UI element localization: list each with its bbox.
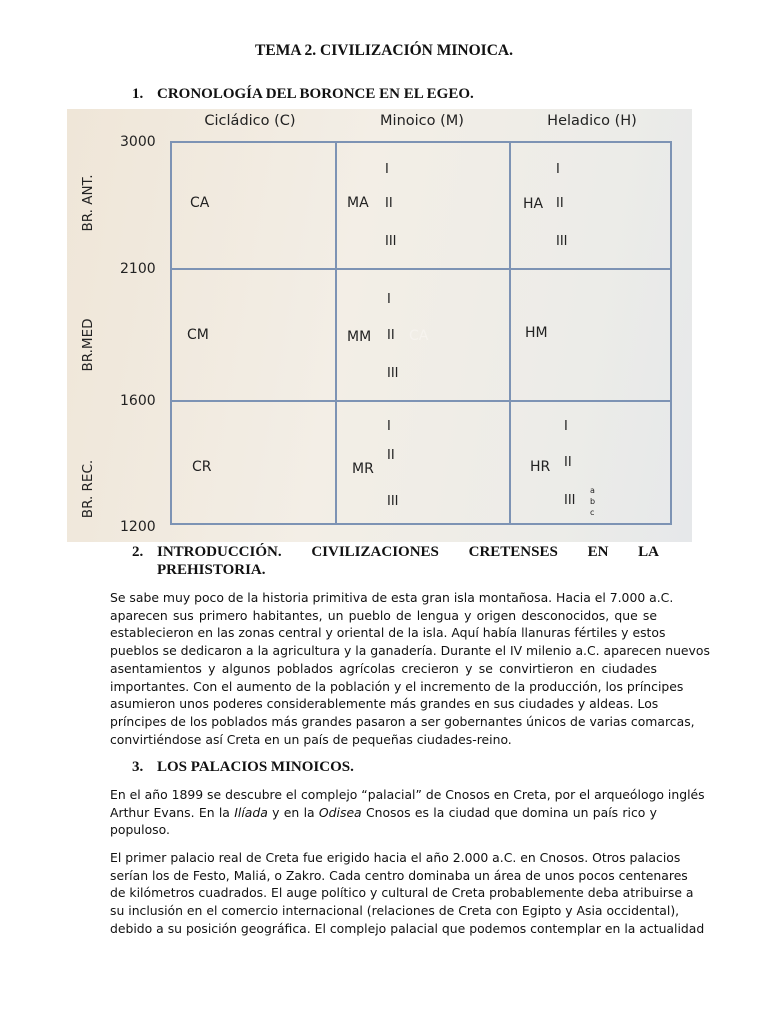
- text-line: El primer palacio real de Creta fue erigido hacia el año 2.000 a.C. en Cnosos. Otros palacios: [110, 850, 681, 865]
- cell-ca: CA: [190, 195, 210, 211]
- grid-line-2100: [170, 268, 672, 270]
- cell-cr: CR: [192, 459, 212, 475]
- column-header-heladico: Heladico (H): [547, 113, 637, 129]
- section-1-number: 1.: [132, 86, 144, 102]
- period-label-br-med: BR.MED: [80, 318, 96, 372]
- paragraph-palacios-2: [110, 849, 705, 938]
- ma-sub-iii: III: [385, 234, 397, 249]
- mr-sub-iii: III: [387, 494, 399, 509]
- period-label-br-rec: BR. REC.: [80, 459, 96, 519]
- page-title: TEMA 2. CIVILIZACIÓN MINOICA.: [255, 42, 513, 59]
- section-3-title: LOS PALACIOS MINOICOS.: [157, 759, 354, 775]
- section-2-title-line1: INTRODUCCIÓN. CIVILIZACIONES CRETENSES EN LA: [157, 544, 659, 560]
- mr-sub-i: I: [387, 419, 391, 434]
- paragraph-palacios-1: [110, 786, 705, 839]
- text-span: Cnosos es la ciudad que domina un país rico y: [361, 804, 657, 820]
- section-2-number: 2.: [132, 544, 144, 560]
- mr-sub-ii: II: [387, 448, 395, 463]
- ha-sub-i: I: [556, 162, 560, 177]
- ma-sub-ii: II: [385, 196, 393, 211]
- text-line: príncipes de los poblados más grandes pasaron a ser gobernantes únicos de varias comarcas,: [110, 713, 695, 729]
- year-label-1600: 1600: [120, 393, 156, 409]
- cell-ma: MA: [347, 195, 369, 211]
- chronology-chart: [67, 109, 692, 542]
- text-line: importantes. Con el aumento de la población y el incremento de la producción, los príncipes: [110, 678, 684, 694]
- year-label-2100: 2100: [120, 261, 156, 277]
- text-line: convirtiéndose así Creta en un país de pequeñas ciudades-reino.: [110, 731, 512, 747]
- text-line: pueblos se dedicaron a la agricultura y la ganadería. Durante el IV milenio a.C. aparecen nuevos: [110, 643, 710, 659]
- hr-sub-i: I: [564, 419, 568, 434]
- grid-line-col1: [335, 141, 337, 525]
- period-label-br-ant: BR. ANT.: [80, 174, 96, 232]
- text-span: Arthur Evans. En la: [110, 804, 235, 820]
- cell-mr: MR: [352, 461, 374, 477]
- grid-line-1600: [170, 400, 672, 402]
- cell-mm: MM: [347, 329, 372, 345]
- cell-hm: HM: [525, 325, 548, 341]
- iliada-title: Ilíada: [234, 804, 268, 820]
- text-line: asumieron unos poderes considerablemente más grandes en sus ciudades y aldeas. Los: [110, 696, 659, 712]
- text-line: debido a su posición geográfica. El complejo palacial que podemos contemplar en la actualidad: [110, 920, 705, 936]
- paragraph-introduccion: [110, 589, 710, 748]
- cell-cm: CM: [187, 327, 209, 343]
- text-line: Se sabe muy poco de la historia primitiva de esta gran isla montañosa. Hacia el 7.000 a.C.: [110, 590, 674, 605]
- cell-hr: HR: [530, 459, 551, 475]
- text-line: populoso.: [110, 822, 170, 838]
- text-line: En el año 1899 se descubre el complejo “palacial” de Cnosos en Creta, por el arqueólogo inglés: [110, 787, 705, 802]
- text-line: aparecen sus primero habitantes, un pueblo de lengua y origen desconocidos, que se: [110, 607, 657, 623]
- text-span: y en la: [267, 804, 319, 820]
- grid-line-col2: [509, 141, 511, 525]
- mm-sub-i: I: [387, 292, 391, 307]
- cell-ha: HA: [523, 196, 544, 212]
- hr-sub-iii: III: [564, 493, 576, 508]
- text-line: serían los de Festo, Maliá, o Zakro. Cada centro dominaba un área de unos pocos centenares: [110, 867, 688, 883]
- hr-iii-a: a: [590, 486, 595, 495]
- column-header-cicladico: Cicládico (C): [204, 113, 296, 129]
- text-line: su inclusión en el comercio internacional (relaciones de Creta con Egipto y Asia occidental),: [110, 903, 680, 919]
- hr-sub-ii: II: [564, 455, 572, 470]
- section-2-title-line2: PREHISTORIA.: [157, 562, 266, 578]
- text-line: [110, 804, 657, 822]
- ha-sub-ii: II: [556, 196, 564, 211]
- text-line: establecieron en las zonas central y oriental de la isla. Aquí había llanuras fértiles y estos: [110, 625, 666, 641]
- hr-iii-c: c: [590, 508, 595, 517]
- ghost-ca-label: CA: [409, 328, 429, 344]
- odisea-title: Odisea: [318, 804, 362, 820]
- mm-sub-iii: III: [387, 366, 399, 381]
- text-line: asentamientos y algunos poblados agrícolas crecieron y se convirtieron en ciudades: [110, 660, 657, 676]
- year-label-1200: 1200: [120, 519, 156, 535]
- year-label-3000: 3000: [120, 134, 156, 150]
- text-line: de kilómetros cuadrados. El auge político y cultural de Creta probablemente deba atribuirse a: [110, 885, 694, 901]
- ma-sub-i: I: [385, 162, 389, 177]
- section-1-title: CRONOLOGÍA DEL BORONCE EN EL EGEO.: [157, 86, 474, 102]
- section-3-number: 3.: [132, 759, 144, 775]
- hr-iii-b: b: [590, 497, 596, 506]
- ha-sub-iii: III: [556, 234, 568, 249]
- mm-sub-ii: II: [387, 328, 395, 343]
- column-header-minoico: Minoico (M): [380, 113, 464, 129]
